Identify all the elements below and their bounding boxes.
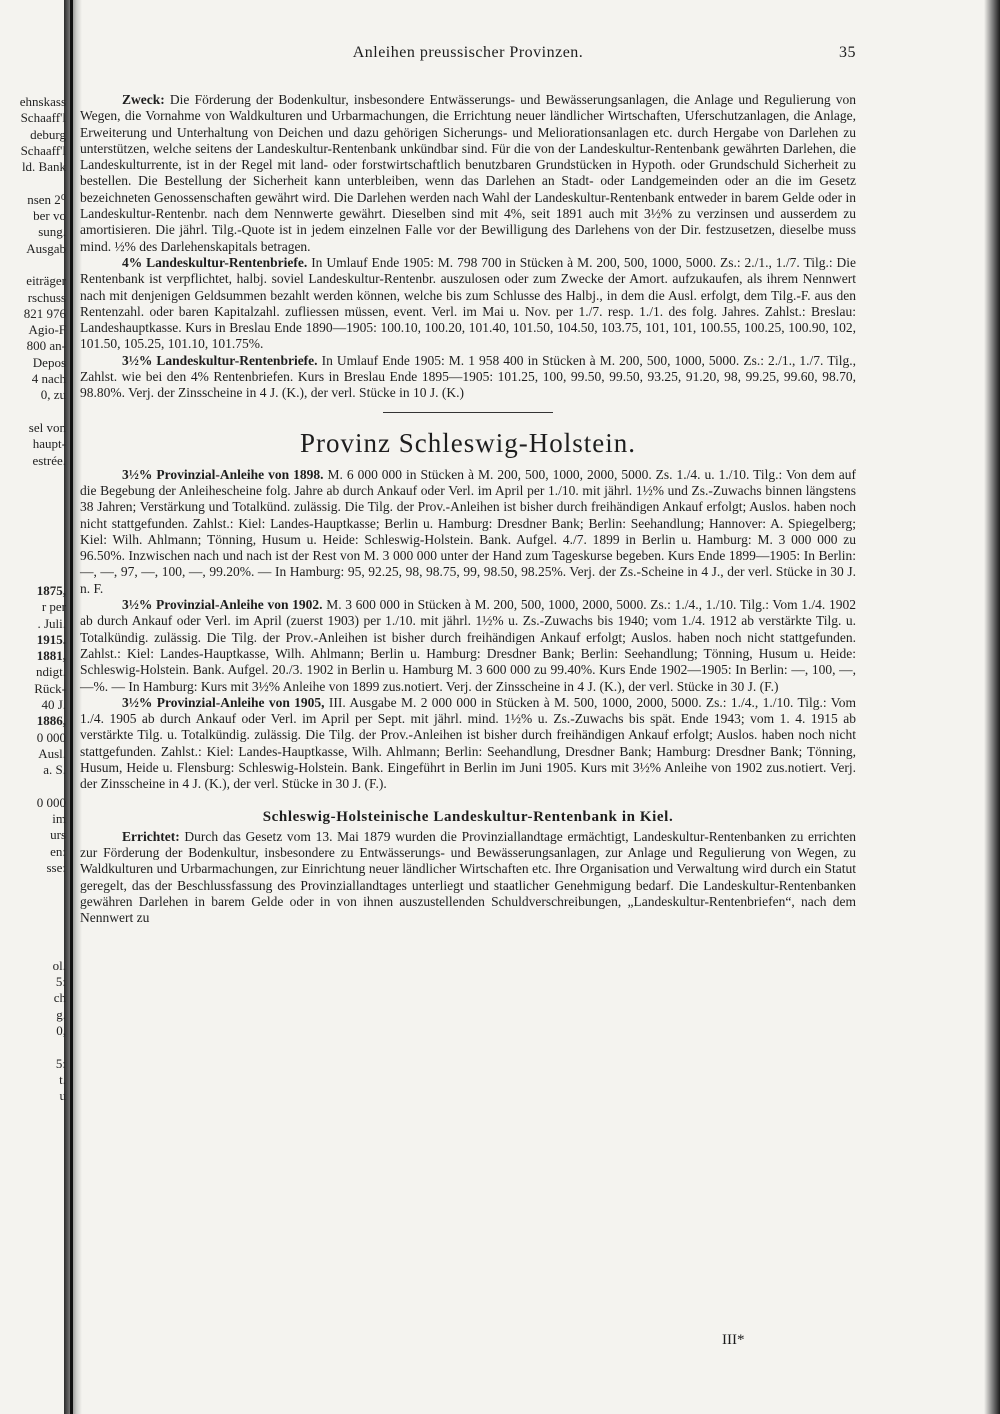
anleihe-1898-paragraph — [80, 467, 856, 597]
anleihe-1902-paragraph — [80, 597, 856, 695]
previous-page-fragment — [0, 550, 66, 566]
previous-page-fragment: im — [52, 811, 66, 827]
previous-page-column — [0, 94, 66, 1104]
previous-page-fragment — [0, 893, 66, 909]
previous-page-fragment: 4 nach — [31, 371, 66, 387]
previous-page-fragment — [0, 778, 66, 794]
anleihe-1898-text: M. 6 000 000 in Stücken à M. 200, 500, 1000, 2000, 5000. Zs. 1./4. u. 1./10. Tilg.: Von dem auf die Begebung der Anleihescheine folg. Jahre ab durch Ankauf oder Verl. im April per 1./10. mit jährl. 1½% und Zs.-Zuwachs binnen längstens 38 Jahren; Verstärkung und Totalkünd. zulässig. Die Tilg. der Prov.-Anleihen ist bisher durch freihändigen Ankauf erfolgt; Auslos. haben noch nicht stattgefunden. Zahlst.: Kiel: Landes-Hauptkasse; Berlin u. Hamburg: Dresdner Bank; Berlin: Seehandlung; Hannover: A. Spiegelberg; Kiel: Wilh. Ahlmann; Tönning, Husum u. Heide: Schleswig-Holstein. Bank. Aufgel. 4./7. 1899 in Berlin u. Hamburg: M. 3 000 000 zu 96.50%. Inzwischen nach und nach ist der Rest von M. 3 000 000 unter der Hand zum Tageskurse begeben. Kurs Ende 1899—1905: In Berlin: —, —, 97, —, 100, —, 99.20%. — In Hamburg: 95, 92.25, 98, 98.75, 99, 98.50, 98.25%. Verj. der Zs.-Scheine in 4 J., der verl. Stücke in 30 J. n. F. — [80, 466, 856, 596]
previous-page-fragment — [0, 534, 66, 550]
previous-page-fragment: haupt- — [32, 436, 66, 452]
previous-page-fragment: 1875, — [36, 582, 66, 598]
previous-page-fragment — [0, 909, 66, 925]
binding-gutter-line — [70, 0, 73, 1414]
previous-page-fragment: 1886, — [36, 713, 66, 729]
previous-page-fragment: a. S. — [43, 762, 66, 778]
previous-page-fragment: Ausl. — [38, 745, 66, 761]
previous-page-fragment — [0, 175, 66, 191]
previous-page-fragment — [0, 876, 66, 892]
previous-page-fragment: 821 976 — [23, 305, 66, 321]
anleihe-1905-label: 3½% Provinzial-Anleihe von 1905, — [122, 694, 325, 710]
rentenbriefe-35-paragraph — [80, 353, 856, 402]
errichtet-text: Durch das Gesetz vom 13. Mai 1879 wurden die Provinziallandtage ermächtigt, Landeskultur-Rentenbanken zu errichten zur Förderung der Bodenkultur, insbesondere zu Entwässerungs- und Bewässerungsanlagen, zur Anlage und Regulierung von Wegen, zu Waldkulturen und Urbarmachungen, zur Einrichtung neuer ländlicher Wirtschaften etc. Ihre Organisation und Verwaltung wird durch ein Statut geregelt, das der Beschlussfassung des Provinziallandtages unterliegt und staatlicher Genehmigung bedarf. Die Landeskultur-Rentenbanken gewähren Darlehen in barem Gelde oder in von ihnen auszustellenden Schuldverschreibungen, „Landeskultur-Rentenbriefen“, nach dem Nennwert zu — [80, 828, 856, 926]
rentenbriefe-4-label: 4% Landeskultur-Rentenbriefe. — [122, 254, 308, 270]
previous-page-fragment: ehnskass — [19, 94, 66, 109]
previous-page-fragment: u — [59, 1088, 66, 1104]
errichtet-paragraph — [80, 829, 856, 927]
page-right-edge — [984, 0, 1000, 1414]
previous-page-fragment — [0, 1039, 66, 1055]
previous-page-fragment: sung. — [38, 224, 66, 240]
previous-page-fragment: rschuss — [27, 289, 66, 305]
previous-page-fragment: 1915. — [36, 631, 66, 647]
previous-page-fragment: Schaaff'l — [20, 142, 66, 158]
previous-page-fragment: Rück- — [34, 680, 66, 696]
previous-page-fragment: 0 000 — [36, 729, 66, 745]
previous-page-fragment: t. — [59, 1071, 66, 1087]
previous-page-fragment: g. — [56, 1006, 66, 1022]
previous-page-fragment — [0, 925, 66, 941]
previous-page-fragment: ol. — [52, 957, 66, 973]
previous-page-fragment: Agio-F — [28, 322, 66, 338]
errichtet-label: Errichtet: — [122, 828, 180, 844]
previous-page-fragment: 0, zu — [40, 387, 66, 403]
previous-page-fragment: 5: — [55, 1055, 66, 1071]
previous-page-fragment: sse: — [46, 859, 66, 875]
previous-page-fragment: ch — [53, 990, 66, 1006]
subsection-title: Schleswig-Holsteinische Landeskultur-Rentenbank in Kiel. — [262, 808, 674, 825]
previous-page-fragment: 0, — [56, 1022, 66, 1038]
rentenbriefe-35-text: In Umlauf Ende 1905: M. 1 958 400 in Stücken à M. 200, 500, 1000, 5000. Zs.: 2./1., 1./7. Tilg., Zahlst. wie bei den 4% Rentenbriefen. Kurs in Breslau Ende 1895—1905: 101.25, 100, 99.50, 99.50, 93.25, 91.20, 98, 99.25, 99.60, 98.70, 98.80%. Verj. der Zinsscheine in 4 J. (K.), der verl. Stücke in 10 J. (K.) — [80, 352, 857, 401]
rentenbriefe-4-text: In Umlauf Ende 1905: M. 798 700 in Stücken à M. 200, 500, 1000, 5000. Zs.: 2./1., 1./7. Tilg.: Die Rentenbank ist verpflichtet, halbj. soviel Landeskultur-Rentenbr. auszulosen oder zum Zwecke der Amort. aufzukaufen, als ihrem Nennwert nach mit denjenigen Geldsummen bezahlt werden können, welche bis zum Schlusse des Halbj., in dem die Ausl. erfolgt, dem Tilg.-F. aus den Rentenzahl. oder baren Kapitalzahl. zufliessen müssen, event. Verl. im Mai u. Nov. per 1./7. resp. 1./1. des folg. Jahres. Zahlst.: Breslau: Landeshauptkasse. Kurs in Breslau Ende 1890—1905: 100.10, 100.20, 101.40, 101.50, 104.50, 103.75, 101, 101, 100.55, 100.25, 100.90, 102, 101.50, 105.25, 101.10, 101.75%. — [80, 254, 856, 352]
anleihe-1902-label: 3½% Provinzial-Anleihe von 1902. — [122, 597, 323, 613]
previous-page-fragment — [0, 257, 66, 273]
previous-page-fragment — [0, 518, 66, 534]
main-text — [80, 92, 856, 927]
previous-page-fragment: eiträger — [26, 273, 66, 289]
previous-page-fragment: 800 an- — [26, 338, 66, 354]
previous-page-fragment: Depos — [32, 354, 66, 370]
anleihe-1898-label: 3½% Provinzial-Anleihe von 1898. — [122, 466, 324, 482]
previous-page-fragment: 40 J. — [41, 696, 66, 712]
anleihe-1905-text: III. Ausgabe M. 2 000 000 in Stücken à M. 500, 1000, 2000, 5000. Zs.: 1./4., 1./10. Tilg.: Vom 1./4. 1905 ab durch Ankauf oder Verl. im April per Sept. mit jährl. mind. 1½% u. Zs.-Zuwachs bis spät. Ende 1943; vom 1. 4. 1915 ab verstärkte Tilg. u. Totalkündig. zulässig. Die Tilg. der Prov.-Anleihen ist bisher durch freihändigen Ankauf erfolgt; Auslos. haben noch nicht stattgefunden. Zahlst.: Kiel: Landes-Hauptkasse, Wilh. Ahlmann; Berlin: Seehandlung, Dresdner Bank; Hamburg: Dresdner Bank; Tönning, Husum, Heide u. Flensburg: Schleswig-Holstein. Bank. Eingeführt in Berlin im Juni 1905. Kurs mit 3½% Anleihe von 1902 zus.notiert. Verj. der Zinsscheine in 4 J. (K.), der verl. Stücke in 30 J. (F.). — [80, 694, 856, 792]
zweck-text: Die Förderung der Bodenkultur, insbesondere Entwässerungs- und Bewässerungsanlagen, die Anlage und Regulierung von Wegen, die Vornahme von Waldkulturen und Urbarmachungen, die Errichtung neuer ländlicher Wirtschaften, Uferschutzanlagen, die Anlage, Erweiterung und Unterhaltung von Deichen und dazu gehörigen Sicherungs- und Meliorationsanlagen etc. durch Hergabe von Darlehen zu unterstützen, welche seitens der Landeskultur-Rentenbank unkündbar sind. Für die von der Landeskultur-Rentenbank gewährten Darlehen, die Landeskulturrente, ist in der Regel mit land- oder forstwirtschaftlich benutzbaren Grundstücken in Hypoth. oder Grundschuld Sicherheit zu bestellen. Die Bestellung der Sicherheit kann unterbleiben, wenn das Darlehen an Stadt- oder Landgemeinden oder an die im Gesetz bezeichneten Genossenschaften gewährt wird. Die Darlehen werden nach Wahl der Landeskultur-Rentenbank entweder in barem Gelde oder in Landeskultur-Rentenbr. nach dem Nennwerte gewährt. Dieselben sind mit 4%, seit 1891 auch mit 3½% zu verzinsen und ausserdem zu amortisieren. Die jährl. Tilg.-Quote ist in jedem einzelnen Falle vor der Bewilligung des Darlehens von der Dir. festzusetzen, dieselbe muss mind. ½% des Darlehenskapitals betragen. — [80, 92, 856, 254]
previous-page-fragment: en: — [50, 843, 66, 859]
page-number: 35 — [839, 44, 856, 61]
signature-mark: III* — [722, 1332, 745, 1348]
previous-page-fragment: nsen 2⁰ — [27, 191, 66, 207]
previous-page-fragment: urs — [50, 827, 66, 843]
zweck-paragraph — [80, 92, 856, 255]
previous-page-fragment: estrée. — [32, 452, 66, 468]
previous-page-fragment: 1881, — [36, 648, 66, 664]
previous-page-fragment — [0, 485, 66, 501]
rentenbriefe-35-label: 3½% Landeskultur-Rentenbriefe. — [122, 352, 318, 368]
previous-page-fragment: r per — [41, 599, 66, 615]
anleihe-1902-text: M. 3 600 000 in Stücken à M. 200, 500, 1000, 2000, 5000. Zs.: 1./4., 1./10. Tilg.: Vom 1./4. 1902 ab durch Ankauf oder Verl. im April (zuerst 1903) per 1./10. mit jährl. 1½% u. Zs.-Zuwachs bis 1940; vom 1./4. 1912 ab verstärkte Tilg. u. Totalkündig. zulässig. Die Tilg. der Prov.-Anleihen ist bisher durch freihändigen Ankauf erfolgt; Auslos. haben noch nicht stattgefunden. Zahlst.: Kiel: Landes-Hauptkasse, Wilh. Ahlmann; Berlin u. Hamburg: Dresdner Bank; Berlin: Seehandlung; Tönning, Husum u. Heide: Schleswig-Holstein. Bank. Aufgel. 20./3. 1902 in Berlin u. Hamburg M. 3 600 000 zu 99.40%. Kurs Ende 1902—1905: In Berlin: —, 100, —, —%. — In Hamburg: Kurs mit 3½% Anleihe von 1899 zus.notiert. Verj. der Zinsscheine in 4 J. (K.), der verl. Stücke in 30 J. (F.) — [80, 597, 856, 694]
previous-page-fragment: ndigt. — [36, 664, 66, 680]
previous-page-fragment: sel von — [28, 419, 66, 435]
previous-page-fragment: Schaaff'l — [20, 110, 66, 126]
previous-page-fragment: Ausgab — [26, 240, 66, 256]
previous-page-fragment: 5: — [55, 974, 66, 990]
previous-page-fragment — [0, 469, 66, 485]
previous-page-fragment — [0, 941, 66, 957]
rentenbriefe-4-paragraph — [80, 255, 856, 353]
previous-page-fragment: deburg — [30, 126, 66, 142]
previous-page-fragment — [0, 567, 66, 583]
zweck-label: Zweck: — [122, 92, 165, 107]
section-divider — [383, 412, 553, 413]
section-title: Provinz Schleswig-Holstein. — [300, 427, 636, 458]
running-head — [80, 44, 856, 68]
previous-page-fragment: . Juli. — [37, 615, 66, 631]
running-title: Anleihen preussischer Provinzen. — [352, 44, 584, 61]
previous-page-fragment — [0, 501, 66, 517]
previous-page-fragment: ld. Bank — [21, 159, 66, 175]
previous-page-fragment — [0, 404, 66, 420]
previous-page-fragment: ber vo — [33, 208, 66, 224]
previous-page-fragment: 0 000 — [36, 794, 66, 810]
anleihe-1905-paragraph — [80, 695, 856, 793]
